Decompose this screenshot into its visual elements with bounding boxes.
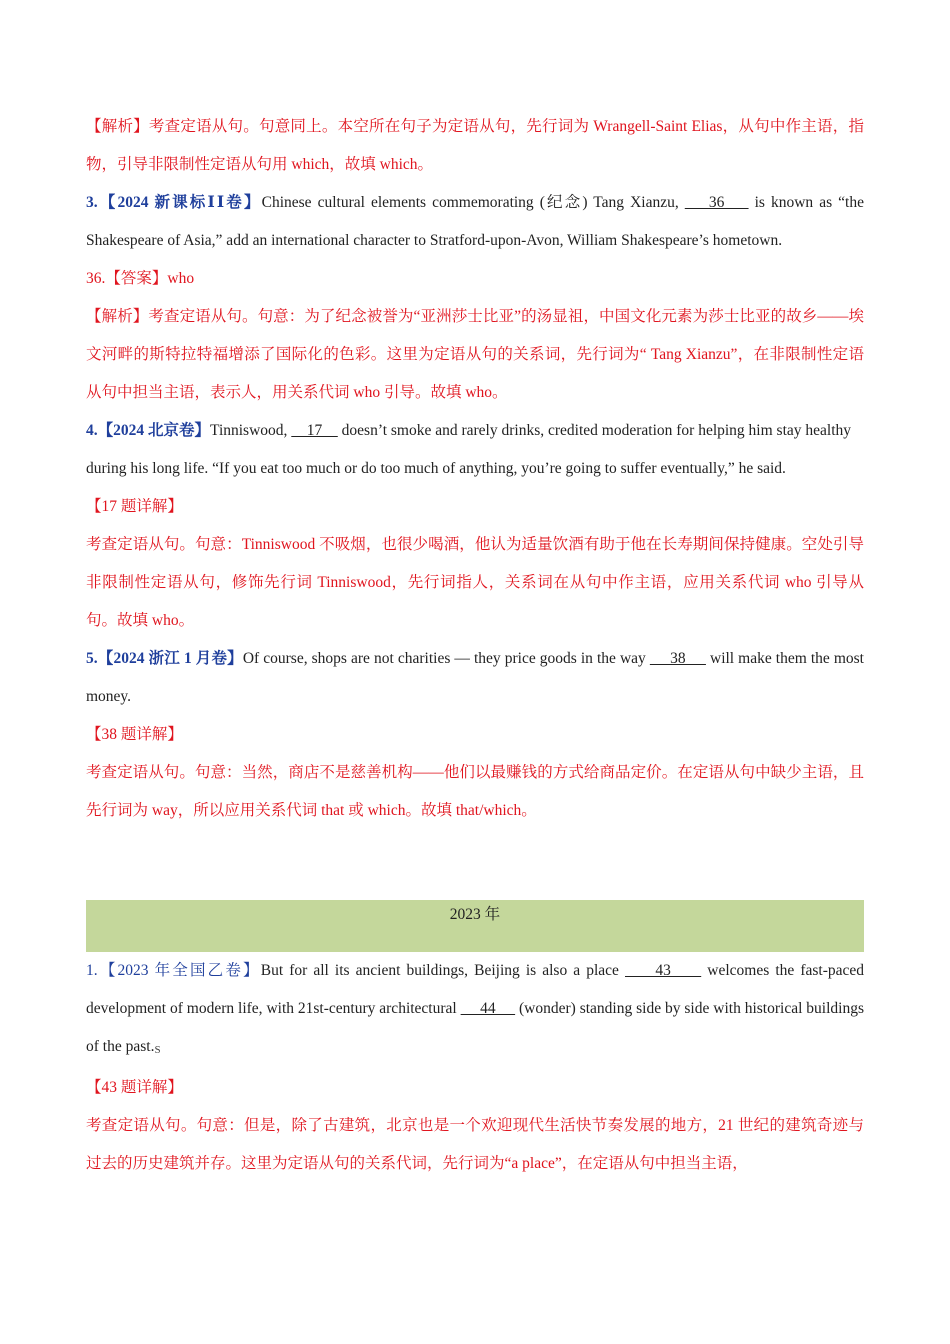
- question-1: [86, 952, 864, 1069]
- document-content: [86, 108, 864, 1183]
- question-4: [86, 412, 864, 488]
- answer-blank: 36: [684, 194, 749, 211]
- analysis-paragraph: 考查定语从句。句意：但是，除了古建筑，北京也是一个欢迎现代生活快节奏发展的地方，21 世纪的建筑奇迹与过去的历史建筑并存。这里为定语从句的关系代词，先行词为“a place”，在定语从句中担当主语，: [86, 1117, 864, 1172]
- explanation-heading: 【17 题详解】: [86, 498, 183, 515]
- question-source-tag: 【2024 北京卷】: [97, 422, 211, 439]
- analysis-paragraph: 【解析】考查定语从句。句意：为了纪念被誉为“亚洲莎士比亚”的汤显祖，中国文化元素为莎士比亚的故乡——埃文河畔的斯特拉特福增添了国际化的色彩。这里为定语从句的关系词，先行词为“ Tang Xianzu”，在非限制性定语从句中担当主语，表示人，用关系代词 who 引导。故填 who。: [86, 308, 864, 401]
- question-text: Chinese cultural elements commemorating (纪念) Tang Xianzu,: [261, 194, 685, 211]
- question-text: Tinniswood,: [210, 422, 292, 439]
- explanation-heading: 【43 题详解】: [86, 1079, 183, 1096]
- question-text: (wonder) standing side by side with historical buildings of the past.: [86, 1000, 864, 1055]
- question-text: Of course, shops are not charities — they price goods in the way: [242, 650, 650, 667]
- question-text: But for all its ancient buildings, Beijing is also a place: [260, 962, 625, 979]
- question-3: [86, 184, 864, 260]
- question-source-tag: 【2023 年全国乙卷】: [97, 962, 261, 979]
- answer-blank: 17: [291, 422, 338, 439]
- question-number: 4.: [86, 422, 98, 439]
- answer-blank: 38: [649, 650, 706, 667]
- answer-blank: 43: [625, 962, 702, 979]
- analysis-paragraph: 考查定语从句。句意：Tinniswood 不吸烟，也很少喝酒，他认为适量饮酒有助于他在长寿期间保持健康。空处引导非限制性定语从句，修饰先行词 Tinniswood，先行词指人，关系词在从句中作主语，应用关系代词 who 引导从句。故填 who。: [86, 536, 864, 629]
- explanation-heading: 【38 题详解】: [86, 726, 183, 743]
- question-text: will make them the most money.: [86, 650, 864, 705]
- question-text: doesn’t smoke and rarely drinks, credited moderation for helping him stay healthy during his long life. “If you eat too much or do too much of anything, you’re going to suffer eventually,” he said.: [86, 422, 852, 477]
- answer-line: 36.【答案】who: [86, 270, 195, 287]
- answer-blank: 44: [460, 1000, 516, 1017]
- question-source-tag: 【2024 新课标ⅠⅠ卷】: [97, 194, 262, 211]
- question-number: 5.: [86, 650, 98, 667]
- question-number: 3.: [86, 194, 98, 211]
- year-label: 2023 年: [449, 906, 501, 923]
- question-text: is known as “the Shakespeare of Asia,” add an international character to Stratford-upon-Avon, William Shakespeare’s hometown.: [86, 194, 864, 249]
- question-text: welcomes the fast-paced development of modern life, with 21st-century architectural: [86, 962, 865, 1017]
- footnote-mark: S: [154, 1044, 161, 1056]
- analysis-paragraph: 考查定语从句。句意：当然，商店不是慈善机构——他们以最赚钱的方式给商品定价。在定语从句中缺少主语，且先行词为 way，所以应用关系代词 that 或 which。故填 that/which。: [86, 764, 864, 819]
- question-5: [86, 640, 864, 716]
- analysis-paragraph: 【解析】考查定语从句。句意同上。本空所在句子为定语从句，先行词为 Wrangell-Saint Elias，从句中作主语，指物，引导非限制性定语从句用 which，故填 which。: [86, 118, 864, 173]
- question-source-tag: 【2024 浙江 1 月卷】: [97, 650, 243, 667]
- question-number: 1.: [86, 962, 98, 979]
- year-section-header: [86, 900, 864, 952]
